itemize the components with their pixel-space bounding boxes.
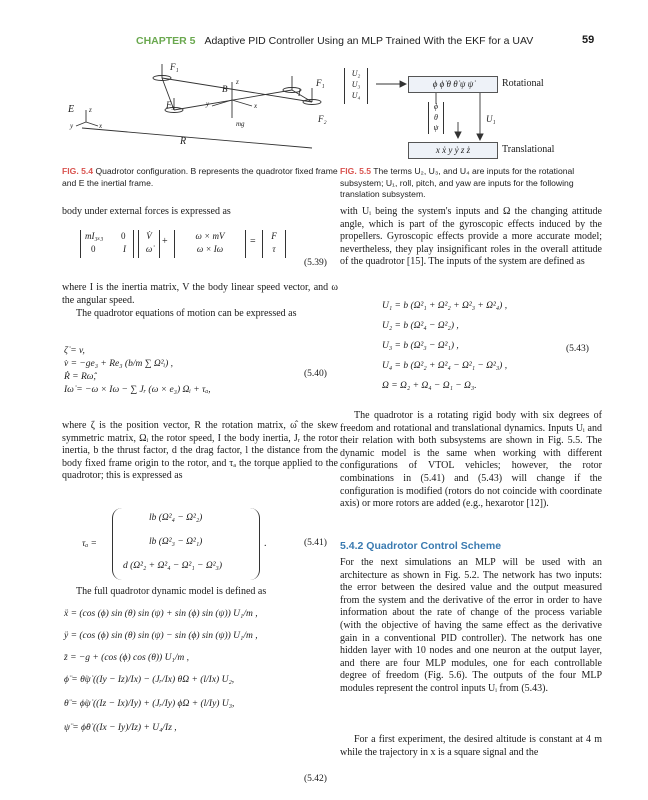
label-inertial-z: z (89, 106, 92, 114)
figure-quadrotor-configuration (62, 60, 338, 160)
label-body-y: y (206, 100, 210, 108)
omega-dot: ω̇ (145, 244, 153, 254)
attitude-phi: ϕ (433, 102, 439, 111)
equation-number: (5.39) (304, 258, 327, 268)
equation-5-41: τₐ = lb (Ω²₄ − Ω²₂) lb (Ω²₃ − Ω²₁) d (Ω²₂ + Ω²₄ − Ω²₁ − Ω²₃) . (5.41) (62, 508, 338, 582)
eq-line-x: ẍ = (cos (ϕ) sin (θ) sin (ψ) + sin (ϕ) sin (ψ)) U₁/m , (64, 609, 258, 619)
torque-row-3: d (Ω²₂ + Ω²₄ − Ω²₁ − Ω²₃) (123, 561, 223, 571)
eq-line-angular: Iω̇ = −ω × Iω − ∑ Jᵣ (ω × e₃) Ωᵢ + τₐ, (64, 385, 211, 395)
eq-line-phi: ϕ̈ = θ̇ψ̇ ((Iy − Iz)/Ix) − (Jᵣ/Ix) θ̇Ω + (l/Ix) U₂, (64, 675, 235, 685)
running-header (136, 35, 598, 47)
eq-line-omega: Ω = Ω₂ + Ω₄ − Ω₁ − Ω₃. (382, 381, 477, 391)
label-reference: R (180, 136, 187, 147)
mass-inertia-matrix (80, 230, 134, 258)
m12: 0 (121, 231, 126, 241)
label-f1: F₁ (170, 62, 179, 72)
label-f3: F₃ (166, 100, 175, 110)
label-f2: F₂ (318, 114, 327, 124)
attitude-psi: ψ (433, 123, 439, 132)
equals-sign: = (250, 236, 256, 247)
equation-number: (5.43) (566, 344, 589, 354)
rotational-label: Rotational (502, 78, 544, 89)
label-inertial-frame: E (68, 104, 75, 115)
left-paragraph-1: body under external forces is expressed as (62, 206, 231, 217)
rotational-states: ϕ ϕ̇ θ θ̇ ψ ψ̇ (432, 79, 474, 89)
right-paragraph-2: The quadrotor is a rotating rigid body with six degrees of freedom and rotational and translational dynamics. Inputs Uᵢ and their relation with both subsystems are shown in Fig. 5.5. The dynamic model is the same when working with different configurations of VTOL vehicles; however, the rotor combinations in (5.41) and (5.43) will change if the configuration is modified (rotors do not coincide with coordinate axis) or more rotors are added (e.g., hexarotor [12]). (340, 410, 602, 510)
chapter-title: Adaptive PID Controller Using an MLP Trained With the EKF for a UAV (204, 35, 534, 47)
v-dot: V̇ (146, 231, 152, 241)
eq-line-y: ÿ = (cos (ϕ) sin (θ) sin (ψ) − sin (ϕ) sin (ψ)) U₁/m , (64, 631, 258, 641)
label-body-z: z (236, 78, 239, 86)
coriolis-2: ω × Iω (196, 244, 224, 254)
label-inertial-y: y (70, 122, 74, 130)
right-paragraph-3: For the next simulations an MLP will be used with an architecture as shown in Fig. 5.2. The network has two inputs: the error between the desired value and the output measured from the system and the derivative of the error in order to have information about the rate of change of the process variable (with the objective of having the same effect as the derivative gain in a conventional PID controller). The network has one hidden layer with 10 nodes and one neuron at the output layer, and there are four MLP modules, one for each controllable degree of freedom (Fig. 5.6). The outputs of the four MLP modules represent the control inputs Uᵢ from (5.43). (340, 557, 602, 694)
right-paragraph-1: with Uᵢ being the system's inputs and Ω the changing attitude angle, which is part of the gyroscopic effects induced by the propellers. Gyroscopic effects provide a more accurate model; nevertheless, they play insignificant roles in the overall attitude of the quadrotor [15]. The inputs of the system are defined as (340, 206, 602, 268)
label-inertial-x: x (99, 122, 103, 130)
label-weight: mg (236, 120, 245, 128)
left-paragraph-5: The full quadrotor dynamic model is defined as (76, 586, 267, 597)
label-arm-length: l (298, 88, 301, 98)
equation-number: (5.40) (304, 369, 327, 379)
rotational-block (408, 76, 498, 93)
acceleration-vector (138, 230, 160, 258)
torque-lhs: τₐ = (82, 539, 97, 549)
coriolis-1: ω × mV (195, 231, 225, 241)
torque: τ (272, 244, 276, 254)
m11: mI₃ₓ₃ (85, 231, 104, 241)
equation-number: (5.41) (304, 538, 327, 548)
eq-line-z: z̈ = −g + (cos (ϕ) cos (θ)) U₁/m , (64, 653, 189, 663)
coriolis-vector (174, 230, 246, 258)
eq-line-theta: θ̈ = ϕ̇ψ̇ ((Iz − Ix)/Iy) + (Jᵣ/Iy) ϕ̇Ω + (l/Iy) U₃, (64, 699, 235, 709)
left-paragraph-2: where I is the inertia matrix, V the body linear speed vector, and ω the angular speed. (62, 282, 338, 306)
input-vector (344, 68, 368, 104)
eq-line-position: ζ̇ = v, (64, 346, 85, 356)
equation-5-39: mI₃ₓ₃ 0 0 I V̇ ω̇ + ω × mV ω × Iω = F τ (5.39) (62, 230, 338, 270)
eq-line-u4: U₄ = b (Ω²₂ + Ω²₄ − Ω²₁ − Ω²₃) , (382, 361, 508, 371)
input-u1: U₁ (486, 114, 496, 124)
attitude-theta: θ (434, 112, 438, 122)
label-f1-right: F₁ (316, 78, 325, 88)
torque-row-1: lb (Ω²₄ − Ω²₂) (149, 513, 203, 523)
left-paragraph-3: The quadrotor equations of motion can be expressed as (76, 308, 297, 319)
input-u4: U₄ (351, 91, 361, 100)
figure-caption-5-4 (62, 166, 338, 189)
translational-block (408, 142, 498, 159)
m21: 0 (91, 244, 96, 254)
figure-subsystems (340, 62, 602, 160)
quadrotor-diagram (62, 60, 338, 160)
caption-text: Quadrotor configuration. B represents the quadrotor fixed frame and E the inertial frame. (62, 166, 338, 188)
label-body-frame: B (222, 84, 228, 94)
torque-row-2: lb (Ω²₃ − Ω²₁) (149, 537, 203, 547)
page-number: 59 (582, 34, 595, 46)
figure-caption-5-5 (340, 166, 602, 201)
force-torque-vector (262, 230, 286, 258)
input-u3: U₃ (351, 80, 361, 89)
torque-vector (112, 508, 260, 580)
translational-label: Translational (502, 144, 555, 155)
equation-5-42 (62, 606, 338, 796)
attitude-vector (428, 102, 444, 134)
eq-line-u1: U₁ = b (Ω²₁ + Ω²₂ + Ω²₃ + Ω²₄) , (382, 301, 508, 311)
m22: I (123, 244, 126, 254)
figure-label: FIG. 5.5 (340, 166, 372, 176)
eq-line-velocity: v̇ = −ge₃ + Re₃ (b/m ∑ Ω²ᵢ) , (64, 359, 173, 369)
chapter-label: CHAPTER 5 (136, 35, 196, 47)
equation-number: (5.42) (304, 774, 327, 784)
input-u2: U₂ (351, 69, 361, 78)
caption-text: The terms U₂, U₃, and U₄ are inputs for the rotational subsystem; U₁, roll, pitch, and yaw are inputs for the following translation subsystem. (340, 166, 575, 199)
section-heading: 5.4.2 Quadrotor Control Scheme (340, 540, 502, 552)
force: F (271, 231, 277, 241)
equation-5-43 (340, 300, 602, 408)
translational-states: x ẋ y ẏ z ż (435, 145, 471, 155)
right-paragraph-4: For a first experiment, the desired altitude is constant at 4 m while the trajectory in x is a square signal and the (340, 734, 602, 758)
label-body-x: x (254, 102, 258, 110)
left-paragraph-4: where ζ is the position vector, R the rotation matrix, ω̂ the skew symmetric matrix, Ωᵢ the rotor speed, I the body inertia, Jᵣ the rotor inertia, b the thrust factor, d the drag factor, l the distance from the body fixed frame origin to the rotor, and τₐ the torque applied to the quadrotor; this is expressed as (62, 420, 338, 482)
equation-5-40 (62, 345, 338, 405)
eq-line-u3: U₃ = b (Ω²₃ − Ω²₁) , (382, 341, 459, 351)
figure-label: FIG. 5.4 (62, 166, 94, 176)
eq-line-psi: ψ̈ = ϕ̇θ̇ ((Ix − Iy)/Iz) + U₄/Iz , (64, 723, 177, 733)
eq-line-rotation: Ṙ = Rω̂, (64, 372, 96, 382)
eq-line-u2: U₂ = b (Ω²₄ − Ω²₂) , (382, 321, 459, 331)
